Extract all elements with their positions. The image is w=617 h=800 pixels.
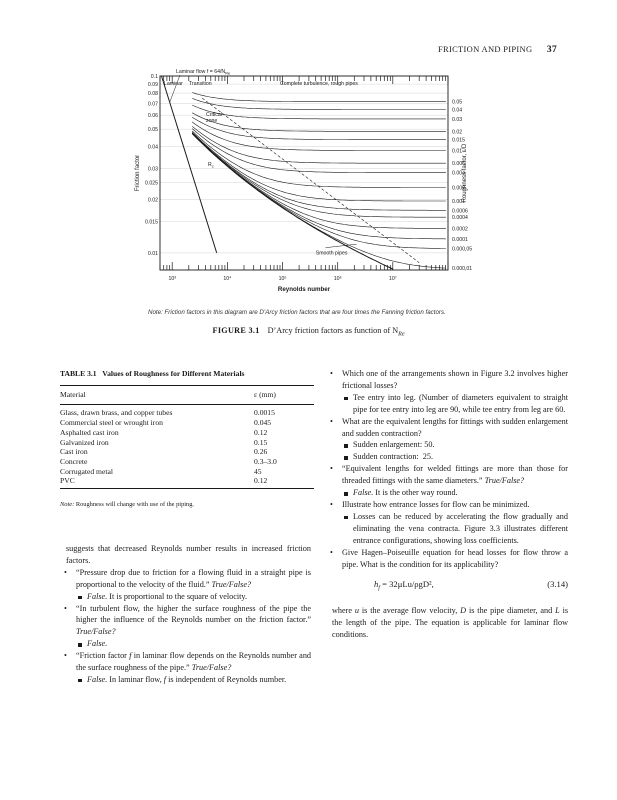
x-axis-title: Reynolds number — [277, 286, 331, 293]
table-title-text: Values of Roughness for Different Materials — [102, 369, 245, 378]
table-row — [60, 418, 314, 428]
plot-frame — [160, 76, 448, 270]
region-label: Critical — [206, 112, 222, 118]
roughness-curve — [192, 133, 446, 217]
region-label: Laminar — [164, 81, 183, 87]
roughness-curve — [192, 98, 446, 109]
roughness-label: 0.02 — [452, 129, 463, 136]
figure-note: Note: Friction factors in this diagram are D’Arcy friction factors that are four times the Fanning friction factors. — [148, 309, 446, 316]
sub-bullet-item: Sudden contraction: 25. — [342, 451, 568, 463]
roughness-curve — [192, 133, 446, 228]
running-title: FRICTION AND PIPING — [437, 44, 533, 54]
bullet-item: • What are the equivalent lengths for fittings with sudden enlargement and sudden contraction? — [332, 416, 568, 440]
roughness-label: 0.04 — [452, 107, 463, 114]
table-cell-material: Concrete — [60, 456, 88, 466]
table-cell-value: 0.26 — [254, 447, 268, 457]
figure-caption — [0, 326, 617, 338]
bullet-item: • Which one of the arrangements shown in Figure 3.2 involves higher frictional losses? — [332, 368, 568, 392]
right-column-text — [332, 368, 568, 641]
equation-body: $h_f = 32\mu Lu/\rho gD^2$, — [374, 579, 434, 593]
y-tick-label: 0.05 — [147, 127, 158, 134]
table-row — [60, 457, 314, 467]
table-row — [60, 476, 314, 488]
x-tick-label: 10⁴ — [223, 276, 232, 282]
laminar-flow-sub: Re — [225, 70, 231, 76]
roughness-label: 0.0002 — [452, 226, 468, 233]
table-cell-material: PVC — [60, 476, 246, 488]
table-cell-value: 0.12 — [246, 476, 314, 488]
table-cell-material: Corrugated metal — [60, 466, 113, 476]
y-axis-title: Friction factor — [135, 154, 141, 192]
annotation-leader — [326, 244, 357, 248]
table-label: TABLE 3.1 — [60, 369, 97, 378]
table-cell-material: Galvanized iron — [60, 437, 109, 447]
table-cell-value: 0.0015 — [254, 408, 275, 418]
bullet-item: • “In turbulent flow, the higher the surface roughness of the pipe the higher the influence of the Reynolds number on the friction factor.” True/False? — [66, 603, 311, 639]
roughness-label: 0.000,05 — [452, 246, 473, 253]
table-row — [60, 405, 314, 418]
bullet-item: • “Equivalent lengths for welded fittings are more than those for threaded fittings with the same diameters.” True/False? — [332, 463, 568, 487]
table-header-material: Material — [60, 386, 246, 405]
roughness-curve — [192, 126, 446, 163]
roughness-label: 0.015 — [452, 137, 465, 144]
sub-bullet-item: Sudden enlargement: 50. — [342, 439, 568, 451]
bullet-item: • Give Hagen–Poiseuille equation for head losses for flow throw a pipe. What is the condition for its applicability? — [332, 547, 568, 571]
roughness-label: 0.001 — [452, 199, 465, 206]
table-row — [60, 467, 314, 477]
y-tick-label: 0.04 — [147, 144, 158, 151]
page-number: 37 — [546, 45, 557, 55]
critical-re-sub: c — [211, 163, 214, 169]
equation-3-14 — [332, 570, 568, 605]
table-cell-material: Asphalted cast iron — [60, 427, 119, 437]
smooth-pipes-annotation: Smooth pipes — [315, 250, 348, 257]
roughness-curve — [192, 93, 446, 102]
roughness-table-block — [60, 368, 314, 511]
roughness-label: 0.01 — [452, 148, 463, 155]
roughness-label: 0.0004 — [452, 215, 468, 222]
sub-bullet-item: False. In laminar flow, f is independent of Reynolds number. — [76, 674, 311, 686]
bullet-item: • “Friction factor f in laminar flow depends on the Reynolds number and the surface roughness of the pipe.” True/False? — [66, 650, 311, 674]
x-tick-label: 10⁶ — [333, 276, 342, 282]
y-tick-label: 0.015 — [145, 219, 158, 226]
roughness-label: 0.000,01 — [452, 266, 473, 273]
table-note-label: Note: — [60, 501, 75, 509]
equation-number: (3.14) — [547, 579, 568, 590]
table-row — [60, 428, 314, 438]
figure-caption-text: D’Arcy friction factors as function of N — [267, 326, 399, 335]
region-label: zone — [206, 118, 218, 124]
sub-bullet-item: False. It is proportional to the square of velocity. — [76, 591, 311, 603]
x-tick-label: 10⁵ — [278, 276, 287, 282]
figure-caption-sub: Re — [398, 331, 405, 338]
table-cell-material: Cast iron — [60, 447, 88, 457]
roughness-label: 0.05 — [452, 99, 463, 106]
y-tick-label: 0.01 — [147, 250, 158, 257]
table-cell-value: 0.045 — [254, 418, 272, 428]
smooth-pipe-curve — [192, 134, 393, 270]
y2-axis-title: Roughness factor, ε/D — [462, 143, 468, 203]
running-header — [438, 44, 557, 55]
table-row — [60, 438, 314, 448]
y-tick-label: 0.06 — [147, 113, 158, 120]
region-label: Transition — [189, 81, 212, 87]
table-row — [60, 447, 314, 457]
y-tick-label: 0.09 — [147, 82, 158, 89]
x-tick-label: 10⁷ — [389, 276, 397, 282]
annotation-leader — [170, 75, 180, 102]
left-column-text — [66, 543, 311, 686]
table-cell-value: 0.12 — [254, 427, 268, 437]
roughness-curve — [192, 105, 446, 119]
turbulence-boundary — [202, 98, 419, 263]
x-tick-label: 10³ — [168, 276, 176, 282]
table-cell-value: 0.3–3.0 — [254, 456, 277, 466]
laminar-flow-annotation: Laminar flow $f = 64/N_{Re}$ — [176, 69, 231, 76]
sub-bullet-item: Tee entry into leg. (Number of diameters equivalent to straight pipe for tee entry into leg are 90, while tee entry from leg are 60. — [342, 392, 568, 416]
y-tick-label: 0.02 — [147, 197, 158, 204]
paragraph: suggests that decreased Reynolds number results in increased friction factors. — [66, 544, 311, 565]
table-header-value: ε (mm) — [246, 386, 314, 405]
roughness-label: 0.006 — [452, 161, 465, 168]
roughness-table — [60, 385, 314, 489]
y-tick-label: 0.03 — [147, 166, 158, 173]
critical-re-annotation: $R_c$ — [208, 162, 214, 169]
moody-chart — [130, 62, 473, 302]
roughness-label: 0.03 — [452, 116, 463, 123]
roughness-label: 0.002 — [452, 185, 465, 192]
table-note — [60, 499, 314, 511]
table-cell-material: Glass, drawn brass, and copper tubes — [60, 408, 173, 418]
sub-bullet-item: False. It is the other way round. — [342, 487, 568, 499]
roughness-label: 0.004 — [452, 170, 465, 177]
table-note-text: Roughness will change with use of the piping. — [75, 501, 195, 509]
y-tick-label: 0.025 — [145, 180, 158, 187]
y-tick-label: 0.08 — [147, 91, 158, 98]
roughness-label: 0.0001 — [452, 236, 468, 243]
y-tick-label: 0.1 — [150, 74, 158, 80]
table-header-row — [60, 386, 314, 405]
paragraph: where u is the average flow velocity, D is the pipe diameter, and L is the length of the pipe. The equation is applicable for laminar flow conditions. — [332, 606, 569, 639]
y-tick-label: 0.07 — [147, 101, 158, 108]
table-title — [60, 368, 314, 380]
region-label: Complete turbulence, rough pipes — [280, 81, 358, 87]
table-cell-value: 45 — [254, 466, 262, 476]
roughness-curve — [192, 117, 446, 139]
bullet-item: • Illustrate how entrance losses for flow can be minimized. — [332, 499, 568, 511]
roughness-label: 0.0006 — [452, 208, 468, 215]
sub-bullet-item: Losses can be reduced by accelerating the flow gradually and eliminating the vena contracta. Figure 3.3 illustrates different entrance configurations, showing loss coefficients. — [342, 511, 568, 547]
figure-caption-label: FIGURE 3.1 — [212, 326, 260, 335]
table-cell-material: Commercial steel or wrought iron — [60, 418, 163, 428]
bullet-item: • “Pressure drop due to friction for a flowing fluid in a straight pipe is proportional to the velocity of the fluid.” True/False? — [66, 567, 311, 591]
sub-bullet-item: False. — [76, 638, 311, 650]
table-cell-value: 0.15 — [254, 437, 268, 447]
